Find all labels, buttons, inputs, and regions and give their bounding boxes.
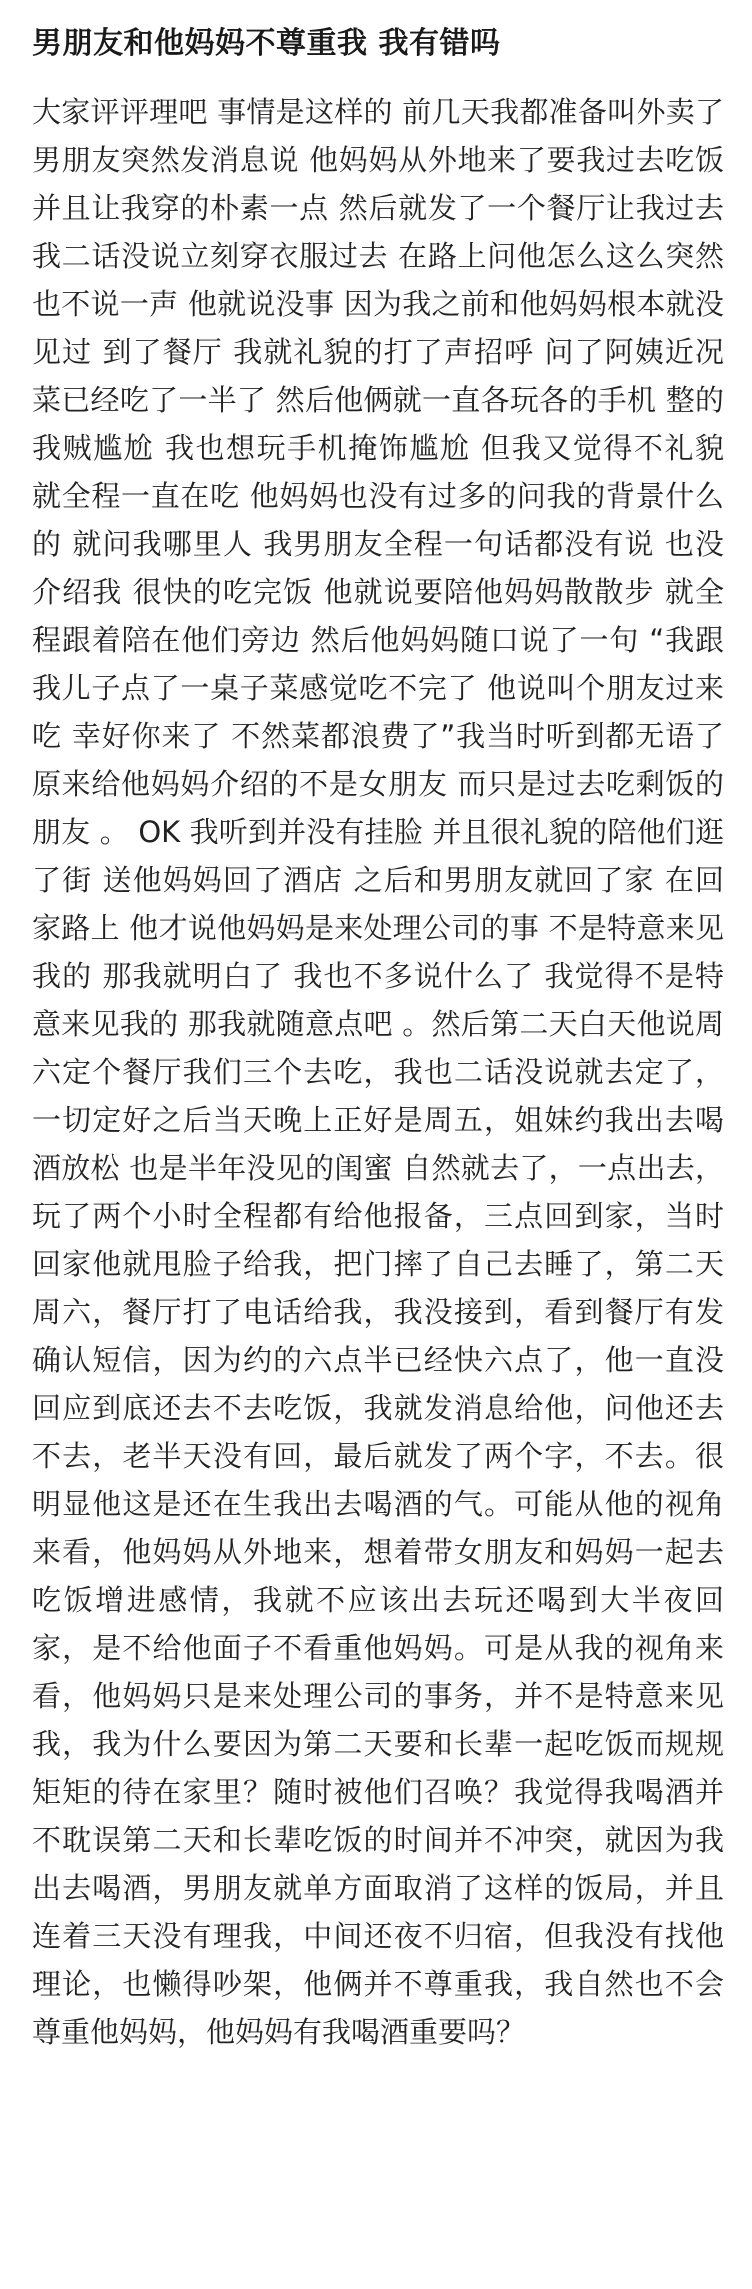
post-title: 男朋友和他妈妈不尊重我 我有错吗 — [32, 26, 501, 61]
post-body: 大家评评理吧 事情是这样的 前几天我都准备叫外卖了 男朋友突然发消息说 他妈妈从外地来了要我过去吃饭 并且让我穿的朴素一点 然后就发了一个餐厅让我过去 我二话没说立刻穿衣服过去 在路上问他怎么这么突然也不说一声 他就说没事 因为我之前和他妈妈根本就没见过 到了餐厅 我就礼貌的打了声招呼 问了阿姨近况 菜已经吃了一半了 然后他俩就一直各玩各的手机 整的我贼尴尬 我也想玩手机掩饰尴尬 但我又觉得不礼貌 就全程一直在吃 他妈妈也没有过多的问我的背景什么的 就问我哪里人 我男朋友全程一句话都没有说 也没介绍我 很快的吃完饭 他就说要陪他妈妈散散步 就全程跟着陪在他们旁边 然后他妈妈随口说了一句 “我跟我儿子点了一桌子菜感觉吃不完了 他说叫个朋友过来吃 幸好你来了 不然菜都浪费了”我当时听到都无语了 原来给他妈妈介绍的不是女朋友 而只是过去吃剩饭的朋友 。 OK 我听到并没有挂脸 并且很礼貌的陪他们逛了街 送他妈妈回了酒店 之后和男朋友就回了家 在回家路上 他才说他妈妈是来处理公司的事 不是特意来见我的 那我就明白了 我也不多说什么了 我觉得不是特意来见我的 那我就随意点吧 。然后第二天白天他说周六定个餐厅我们三个去吃，我也二话没说就去定了，一切定好之后当天晚上正好是周五，姐妹约我出去喝酒放松 也是半年没见的闺蜜 自然就去了，一点出去，玩了两个小时全程都有给他报备，三点回到家，当时回家他就甩脸子给我，把门摔了自己去睡了，第二天周六，餐厅打了电话给我，我没接到，看到餐厅有发确认短信，因为约的六点半已经快六点了，他一直没回应到底还去不去吃饭，我就发消息给他，问他还去不去，老半天没有回，最后就发了两个字，不去。很明显他这是还在生我出去喝酒的气。可能从他的视角来看，他妈妈从外地来，想着带女朋友和妈妈一起去吃饭增进感情，我就不应该出去玩还喝到大半夜回家，是不给他面子不看重他妈妈。可是从我的视角来看，他妈妈只是来处理公司的事务，并不是特意来见我，我为什么要因为第二天要和长辈一起吃饭而规规矩矩的待在家里？随时被他们召唤？我觉得我喝酒并不耽误第二天和长辈吃饭的时间并不冲突，就因为我出去喝酒，男朋友就单方面取消了这样的饭局，并且连着三天没有理我，中间还夜不归宿，但我没有找他理论，也懒得吵架，他俩并不尊重我，我自然也不会尊重他妈妈，他妈妈有我喝酒重要吗？ — [32, 95, 725, 2049]
